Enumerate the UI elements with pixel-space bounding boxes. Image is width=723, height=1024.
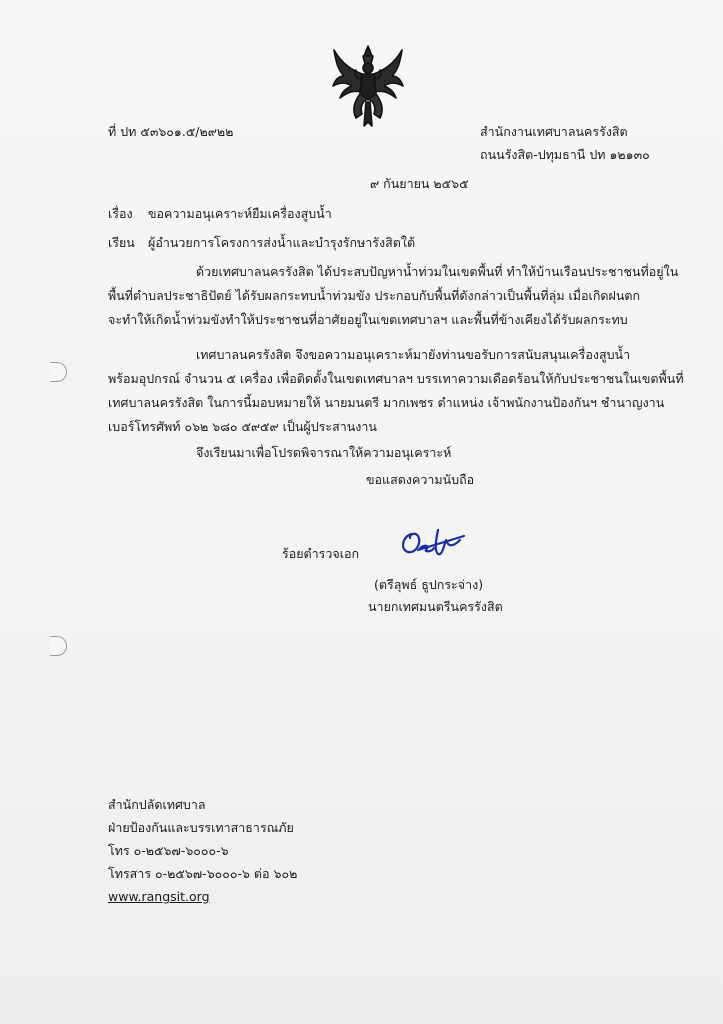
paragraph2-line: พร้อมอุปกรณ์ จำนวน ๕ เครื่อง เพื่อติดตั้งในเขตเทศบาลฯ บรรเทาความเดือดร้อนให้กับประชาชนในเขตพื้นที่ <box>108 371 684 386</box>
document-number: ที่ ปท ๕๓๖๐๑.๕/๒๙๒๒ <box>108 124 234 139</box>
paragraph2-line: เบอร์โทรศัพท์ ๐๖๒ ๖๘๐ ๕๙๕๙ เป็นผู้ประสานงาน <box>108 419 377 434</box>
closing-salutation: ขอแสดงความนับถือ <box>366 472 475 487</box>
paragraph1-line: พื้นที่ตำบลประชาธิปัตย์ ได้รับผลกระทบน้ำท่วมขัง ประกอบกับพื้นที่ดังกล่าวเป็นพื้นที่ลุ่ม เมื่อเกิดฝนตก <box>108 288 641 303</box>
paragraph2-line: เทศบาลนครรังสิต ในการนี้มอบหมายให้ นายมนตรี มากเพชร ตำแหน่ง เจ้าพนักงานป้องกันฯ ชำนาญงาน <box>108 395 665 410</box>
footer-phone: โทร ๐-๒๕๖๗-๖๐๐๐-๖ <box>108 843 229 858</box>
office-address: ถนนรังสิต-ปทุมธานี ปท ๑๒๑๓๐ <box>480 147 650 162</box>
recipient-text: ผู้อำนวยการโครงการส่งน้ำและบำรุงรักษารังสิตใต้ <box>148 235 416 250</box>
footer-website-link[interactable]: www.rangsit.org <box>108 889 210 904</box>
signer-title: นายกเทศมนตรีนครรังสิต <box>368 599 503 614</box>
signer-name: (ตรีลุพธ์ ธูปกระจ่าง) <box>374 577 484 592</box>
punch-hole-icon <box>50 636 67 656</box>
subject-text: ขอความอนุเคราะห์ยืมเครื่องสูบน้ำ <box>148 206 332 221</box>
office-name: สำนักงานเทศบาลนครรังสิต <box>480 124 628 139</box>
footer-department: สำนักปลัดเทศบาล <box>108 797 206 812</box>
garuda-emblem-icon <box>330 44 406 130</box>
subject-label: เรื่อง <box>108 206 133 221</box>
letter-date: ๙ กันยายน ๒๕๖๕ <box>370 176 469 191</box>
signer-rank: ร้อยตำรวจเอก <box>282 546 360 561</box>
punch-hole-icon <box>50 362 67 382</box>
paragraph3: จึงเรียนมาเพื่อโปรดพิจารณาให้ความอนุเคราะห์ <box>196 445 452 460</box>
paragraph1-line: ด้วยเทศบาลนครรังสิต ได้ประสบปัญหาน้ำท่วมในเขตพื้นที่ ทำให้บ้านเรือนประชาชนที่อยู่ใน <box>196 264 679 279</box>
paragraph1-line: จะทำให้เกิดน้ำท่วมขังทำให้ประชาชนที่อาศัยอยู่ในเขตเทศบาลฯ และพื้นที่ข้างเคียงได้รับผลกระทบ <box>108 312 628 327</box>
recipient-label: เรียน <box>108 235 135 250</box>
handwritten-signature <box>398 526 468 558</box>
footer-division: ฝ่ายป้องกันและบรรเทาสาธารณภัย <box>108 820 294 835</box>
footer-fax: โทรสาร ๐-๒๕๖๗-๖๐๐๐-๖ ต่อ ๖๐๒ <box>108 866 298 881</box>
paragraph2-line: เทศบาลนครรังสิต จึงขอความอนุเคราะห์มายังท่านขอรับการสนับสนุนเครื่องสูบน้ำ <box>196 347 631 362</box>
